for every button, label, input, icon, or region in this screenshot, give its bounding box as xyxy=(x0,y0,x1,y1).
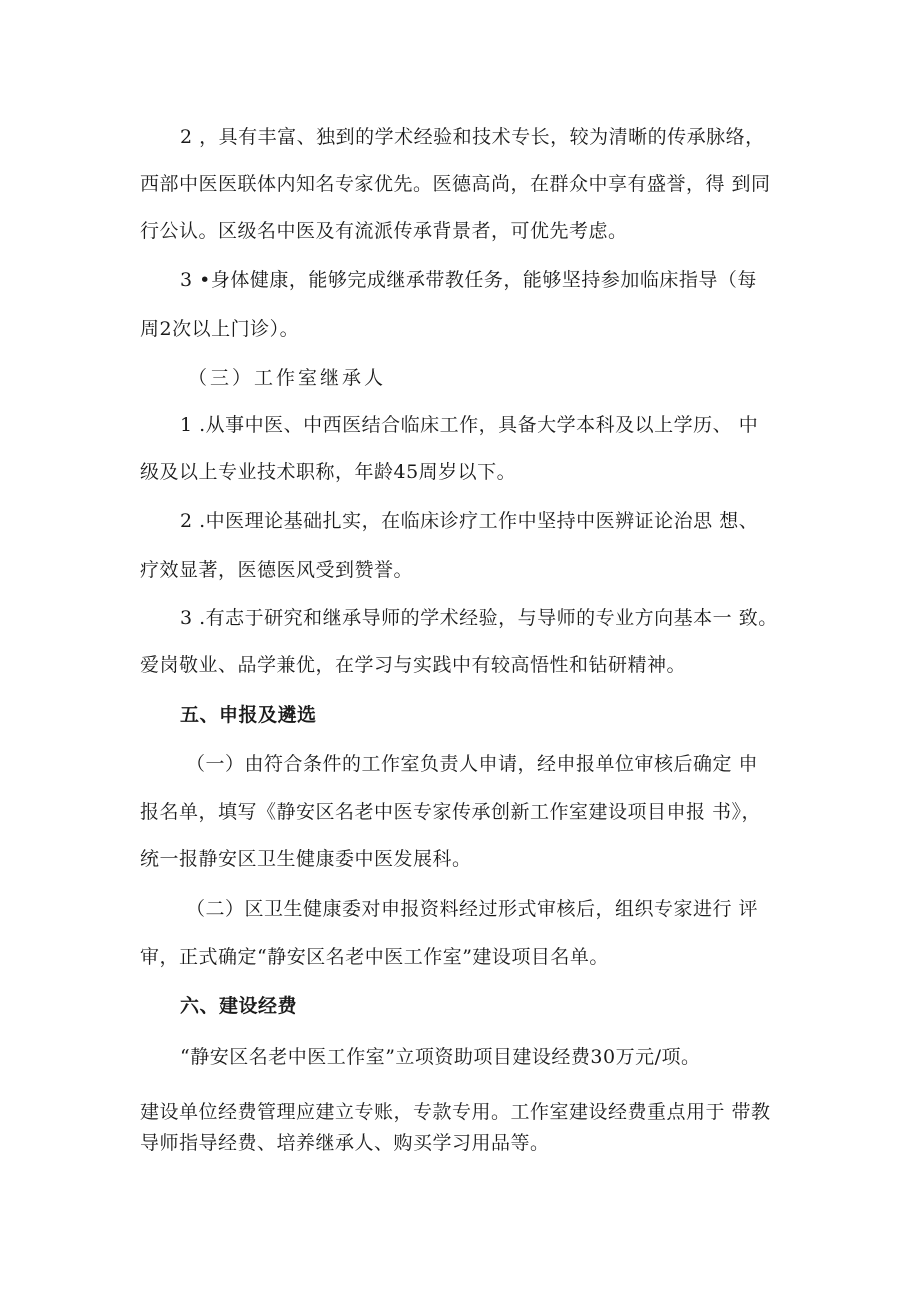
paragraph-line: （一）由符合条件的工作室负责人申请，经申报单位审核后确定 申 xyxy=(186,753,759,775)
paragraph-line: 3 .有志于研究和继承导师的学术经验，与导师的专业方向基本一 致。 xyxy=(180,607,778,629)
paragraph-line: 周2次以上门诊）。 xyxy=(140,318,300,340)
paragraph-line: 级及以上专业技术职称，年龄45周岁以下。 xyxy=(140,461,517,483)
section-heading: 六、建设经费 xyxy=(180,995,298,1017)
paragraph-line: 2 ，具有丰富、独到的学术经验和技术专长，较为清晰的传承脉络， xyxy=(180,126,765,148)
subsection-title: （三）工作室继承人 xyxy=(188,367,387,389)
paragraph-line: 行公认。区级名中医及有流派传承背景者，可优先考虑。 xyxy=(140,220,628,242)
paragraph-line: 报名单，填写《静安区名老中医专家传承创新工作室建设项目申报 书》， xyxy=(140,801,762,823)
paragraph-line: 2 .中医理论基础扎实，在临床诊疗工作中坚持中医辨证论治思 想、 xyxy=(180,510,759,532)
paragraph-line: 建设单位经费管理应建立专账，专款专用。工作室建设经费重点用于 带教 xyxy=(140,1101,771,1123)
paragraph-line: （二）区卫生健康委对申报资料经过形式审核后，组织专家进行 评 xyxy=(186,898,759,920)
paragraph-line: 西部中医医联体内知名专家优先。医德高尚，在群众中享有盛誉，得 到同 xyxy=(140,173,771,195)
paragraph-line: 爱岗敬业、品学兼优，在学习与实践中有较高悟性和钻研精神。 xyxy=(140,654,687,676)
section-heading: 五、申报及遴选 xyxy=(180,704,317,726)
paragraph-line: 导师指导经费、培养继承人、购买学习用品等。 xyxy=(140,1132,550,1154)
paragraph-line: “静安区名老中医工作室”立项资助项目建设经费30万元/项。 xyxy=(180,1046,701,1068)
paragraph-line: 疗效显著，医德医风受到赞誉。 xyxy=(140,559,414,581)
paragraph-line: 3 •身体健康，能够完成继承带教任务，能够坚持参加临床指导（每 xyxy=(180,269,757,291)
paragraph-line: 审，正式确定“静安区名老中医工作室”建设项目名单。 xyxy=(140,946,609,968)
paragraph-line: 1 .从事中医、中西医结合临床工作，具备大学本科及以上学历、 中 xyxy=(180,414,759,436)
paragraph-line: 统一报静安区卫生健康委中医发展科。 xyxy=(140,848,472,870)
